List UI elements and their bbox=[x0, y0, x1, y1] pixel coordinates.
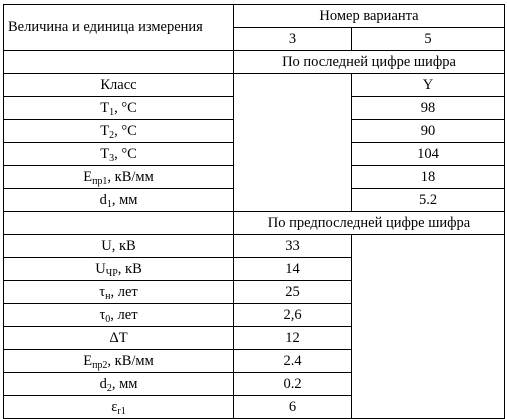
quantity-unit: , мм bbox=[111, 375, 138, 392]
table-header-row bbox=[4, 5, 505, 28]
quantity-unit: , лет bbox=[110, 306, 138, 323]
quantity-subscript: пр2 bbox=[92, 359, 108, 371]
quantity-unit: , кВ/мм bbox=[107, 352, 154, 369]
quantity-label bbox=[4, 189, 234, 212]
quantity-header: Величина и единица измерения bbox=[4, 5, 234, 51]
quantity-unit: , лет bbox=[110, 283, 138, 300]
quantity-unit: , мм bbox=[111, 191, 138, 208]
value-cell: 33 bbox=[234, 235, 352, 258]
section-heading-prev-digit: По предпоследней цифре шифра bbox=[234, 212, 505, 235]
quantity-symbol: ε bbox=[111, 398, 118, 415]
quantity-symbol: T bbox=[100, 99, 110, 116]
quantity-label bbox=[4, 74, 234, 97]
quantity-subscript: 2 bbox=[106, 382, 112, 394]
value-cell: 12 bbox=[234, 327, 352, 350]
rows-prev-digit-group bbox=[4, 235, 505, 419]
value-cell: 18 bbox=[352, 166, 505, 189]
quantity-symbol: Класс bbox=[100, 76, 137, 93]
value-cell: 2,6 bbox=[234, 304, 352, 327]
value-cell: Y bbox=[352, 74, 505, 97]
quantity-label bbox=[4, 350, 234, 373]
variant-number-header: Номер варианта bbox=[234, 5, 505, 28]
section-row-prev-digit bbox=[4, 212, 505, 235]
quantity-symbol: τ bbox=[99, 283, 106, 300]
empty-merged-cell bbox=[234, 74, 352, 212]
quantity-unit: , кВ/мм bbox=[107, 168, 154, 185]
variants-table bbox=[3, 4, 505, 419]
quantity-subscript: ЧР bbox=[105, 267, 118, 279]
quantity-symbol: U bbox=[95, 260, 106, 277]
quantity-unit: , кВ bbox=[117, 260, 142, 277]
quantity-symbol: U, кВ bbox=[101, 237, 136, 254]
variant-b-cell: 5 bbox=[352, 28, 505, 51]
quantity-symbol: d bbox=[99, 375, 107, 392]
value-cell: 6 bbox=[234, 396, 352, 419]
quantity-label bbox=[4, 166, 234, 189]
value-cell: 14 bbox=[234, 258, 352, 281]
quantity-label bbox=[4, 235, 234, 258]
empty-cell bbox=[4, 212, 234, 235]
value-cell: 90 bbox=[352, 120, 505, 143]
quantity-symbol: ΔT bbox=[109, 329, 128, 346]
quantity-subscript: н bbox=[105, 290, 111, 302]
quantity-label bbox=[4, 120, 234, 143]
quantity-unit: , °C bbox=[114, 145, 137, 162]
value-cell: 0.2 bbox=[234, 373, 352, 396]
quantity-subscript: 3 bbox=[109, 152, 115, 164]
quantity-label bbox=[4, 373, 234, 396]
quantity-subscript: 1 bbox=[109, 106, 115, 118]
quantity-label bbox=[4, 281, 234, 304]
quantity-label bbox=[4, 396, 234, 419]
quantity-unit: , °C bbox=[114, 99, 137, 116]
section-heading-last-digit: По последней цифре шифра bbox=[234, 51, 505, 74]
quantity-subscript: 2 bbox=[109, 129, 115, 141]
table-row bbox=[4, 235, 505, 258]
value-cell: 98 bbox=[352, 97, 505, 120]
quantity-label bbox=[4, 97, 234, 120]
value-cell: 104 bbox=[352, 143, 505, 166]
value-cell: 2.4 bbox=[234, 350, 352, 373]
quantity-subscript: пр1 bbox=[92, 175, 108, 187]
table-row bbox=[4, 74, 505, 97]
quantity-subscript: 0 bbox=[105, 313, 111, 325]
value-cell: 25 bbox=[234, 281, 352, 304]
quantity-symbol: d bbox=[99, 191, 107, 208]
quantity-symbol: E bbox=[83, 168, 93, 185]
empty-merged-cell bbox=[352, 235, 505, 419]
quantity-label bbox=[4, 304, 234, 327]
quantity-label bbox=[4, 327, 234, 350]
rows-last-digit-group bbox=[4, 74, 505, 212]
value-cell: 5.2 bbox=[352, 189, 505, 212]
quantity-label bbox=[4, 143, 234, 166]
section-row-last-digit bbox=[4, 51, 505, 74]
quantity-symbol: τ bbox=[99, 306, 106, 323]
quantity-symbol: T bbox=[100, 122, 110, 139]
quantity-symbol: E bbox=[83, 352, 93, 369]
empty-cell bbox=[4, 51, 234, 74]
quantity-unit: , °C bbox=[114, 122, 137, 139]
quantity-symbol: T bbox=[100, 145, 110, 162]
quantity-subscript: 1 bbox=[106, 198, 112, 210]
quantity-label bbox=[4, 258, 234, 281]
variant-a-cell: 3 bbox=[234, 28, 352, 51]
quantity-subscript: r1 bbox=[117, 405, 126, 417]
